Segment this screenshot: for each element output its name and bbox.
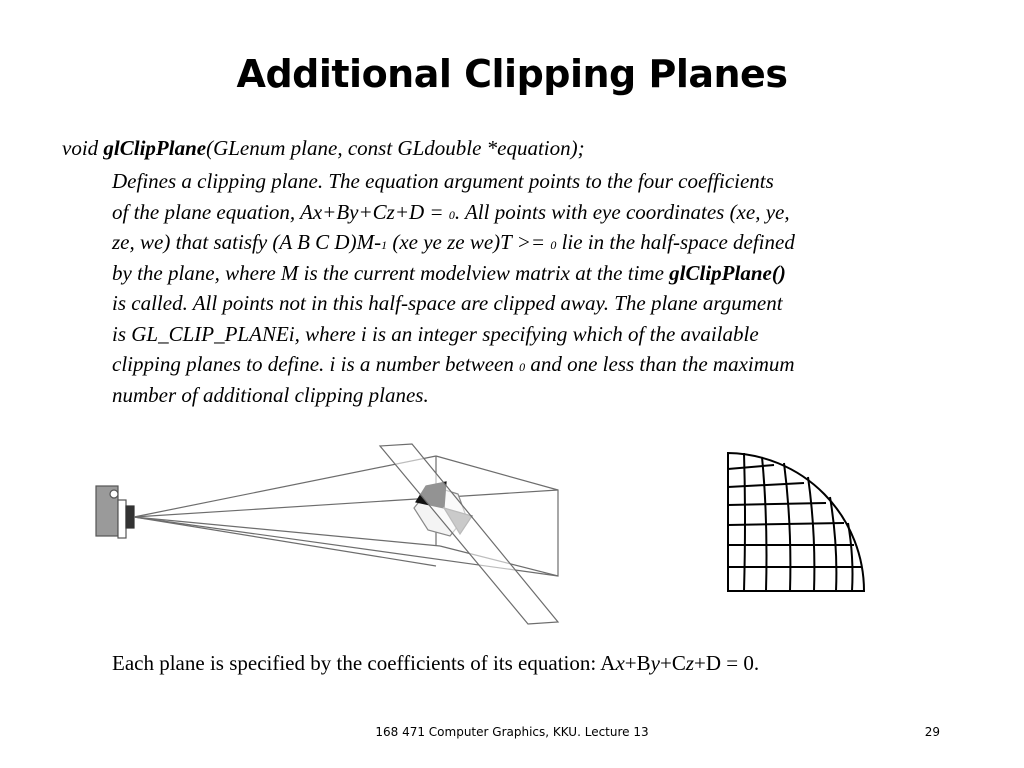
description-line xyxy=(112,288,962,319)
caption-variable: z xyxy=(685,651,695,675)
longitude-line xyxy=(744,453,745,591)
description-text: ze, we) that satisfy (A B C D)M- xyxy=(112,230,382,254)
return-type: void xyxy=(62,136,99,160)
longitude-line xyxy=(784,463,790,591)
description-text: is called. All points not in this half-space are clipped away. The plane argument xyxy=(112,291,783,315)
function-description xyxy=(112,166,962,410)
function-name: glClipPlane xyxy=(103,136,207,160)
caption-variable: y xyxy=(650,651,660,675)
description-text: and one less than the maximum xyxy=(525,352,795,376)
caption-text: Each plane is specified by the coefficients of its equation: A xyxy=(112,651,616,675)
caption-text: +B xyxy=(624,651,651,675)
frustum-clipping-figure xyxy=(88,438,588,628)
description-text: Defines a clipping plane. The equation argument points to the four coefficients xyxy=(112,169,774,193)
description-small-number: 0 xyxy=(519,360,526,374)
description-text: number of additional clipping planes. xyxy=(112,382,429,407)
slide-footer: 168 471 Computer Graphics, KKU. Lecture 13 xyxy=(375,725,649,739)
description-text: by the plane, where M is the current modelview matrix at the time xyxy=(112,260,670,285)
description-small-number: 1 xyxy=(381,238,388,252)
description-small-number: 0 xyxy=(448,207,455,222)
description-line xyxy=(112,319,962,350)
function-signature xyxy=(62,133,962,163)
description-line xyxy=(112,227,962,258)
description-line xyxy=(112,349,962,380)
caption-text: +D = 0. xyxy=(694,651,760,675)
function-name-inline: glClipPlane() xyxy=(669,260,786,285)
description-text: clipping planes to define. i is a number between xyxy=(112,352,520,376)
caption-variable: x xyxy=(615,651,625,675)
clipped-sphere-figure xyxy=(722,449,868,595)
description-text: lie in the half-space defined xyxy=(556,230,795,254)
latitude-line xyxy=(728,465,774,469)
description-line xyxy=(112,166,962,197)
sphere-outline xyxy=(728,453,864,591)
longitude-line xyxy=(808,477,814,591)
description-line xyxy=(112,197,962,228)
camera-icon xyxy=(96,486,134,538)
latitude-line xyxy=(728,483,804,487)
equation-caption xyxy=(112,648,992,678)
description-text: (xe ye ze we)T >= xyxy=(387,230,551,254)
description-line xyxy=(112,258,962,289)
clipping-plane xyxy=(380,444,558,624)
description-text: of the plane equation, Ax+By+Cz+D = xyxy=(112,199,449,224)
slide-title: Additional Clipping Planes xyxy=(236,52,788,96)
function-params: (GLenum plane, const GLdouble *equation); xyxy=(206,136,585,160)
page-number: 29 xyxy=(924,725,940,739)
description-line xyxy=(112,380,962,411)
frustum-edge xyxy=(134,490,558,517)
description-text: is GL_CLIP_PLANEi, where i is an integer specifying which of the available xyxy=(112,321,759,346)
description-small-number: 0 xyxy=(550,238,557,252)
description-text: . All points with eye coordinates (xe, ye, xyxy=(454,199,790,224)
caption-text: +C xyxy=(659,651,686,675)
